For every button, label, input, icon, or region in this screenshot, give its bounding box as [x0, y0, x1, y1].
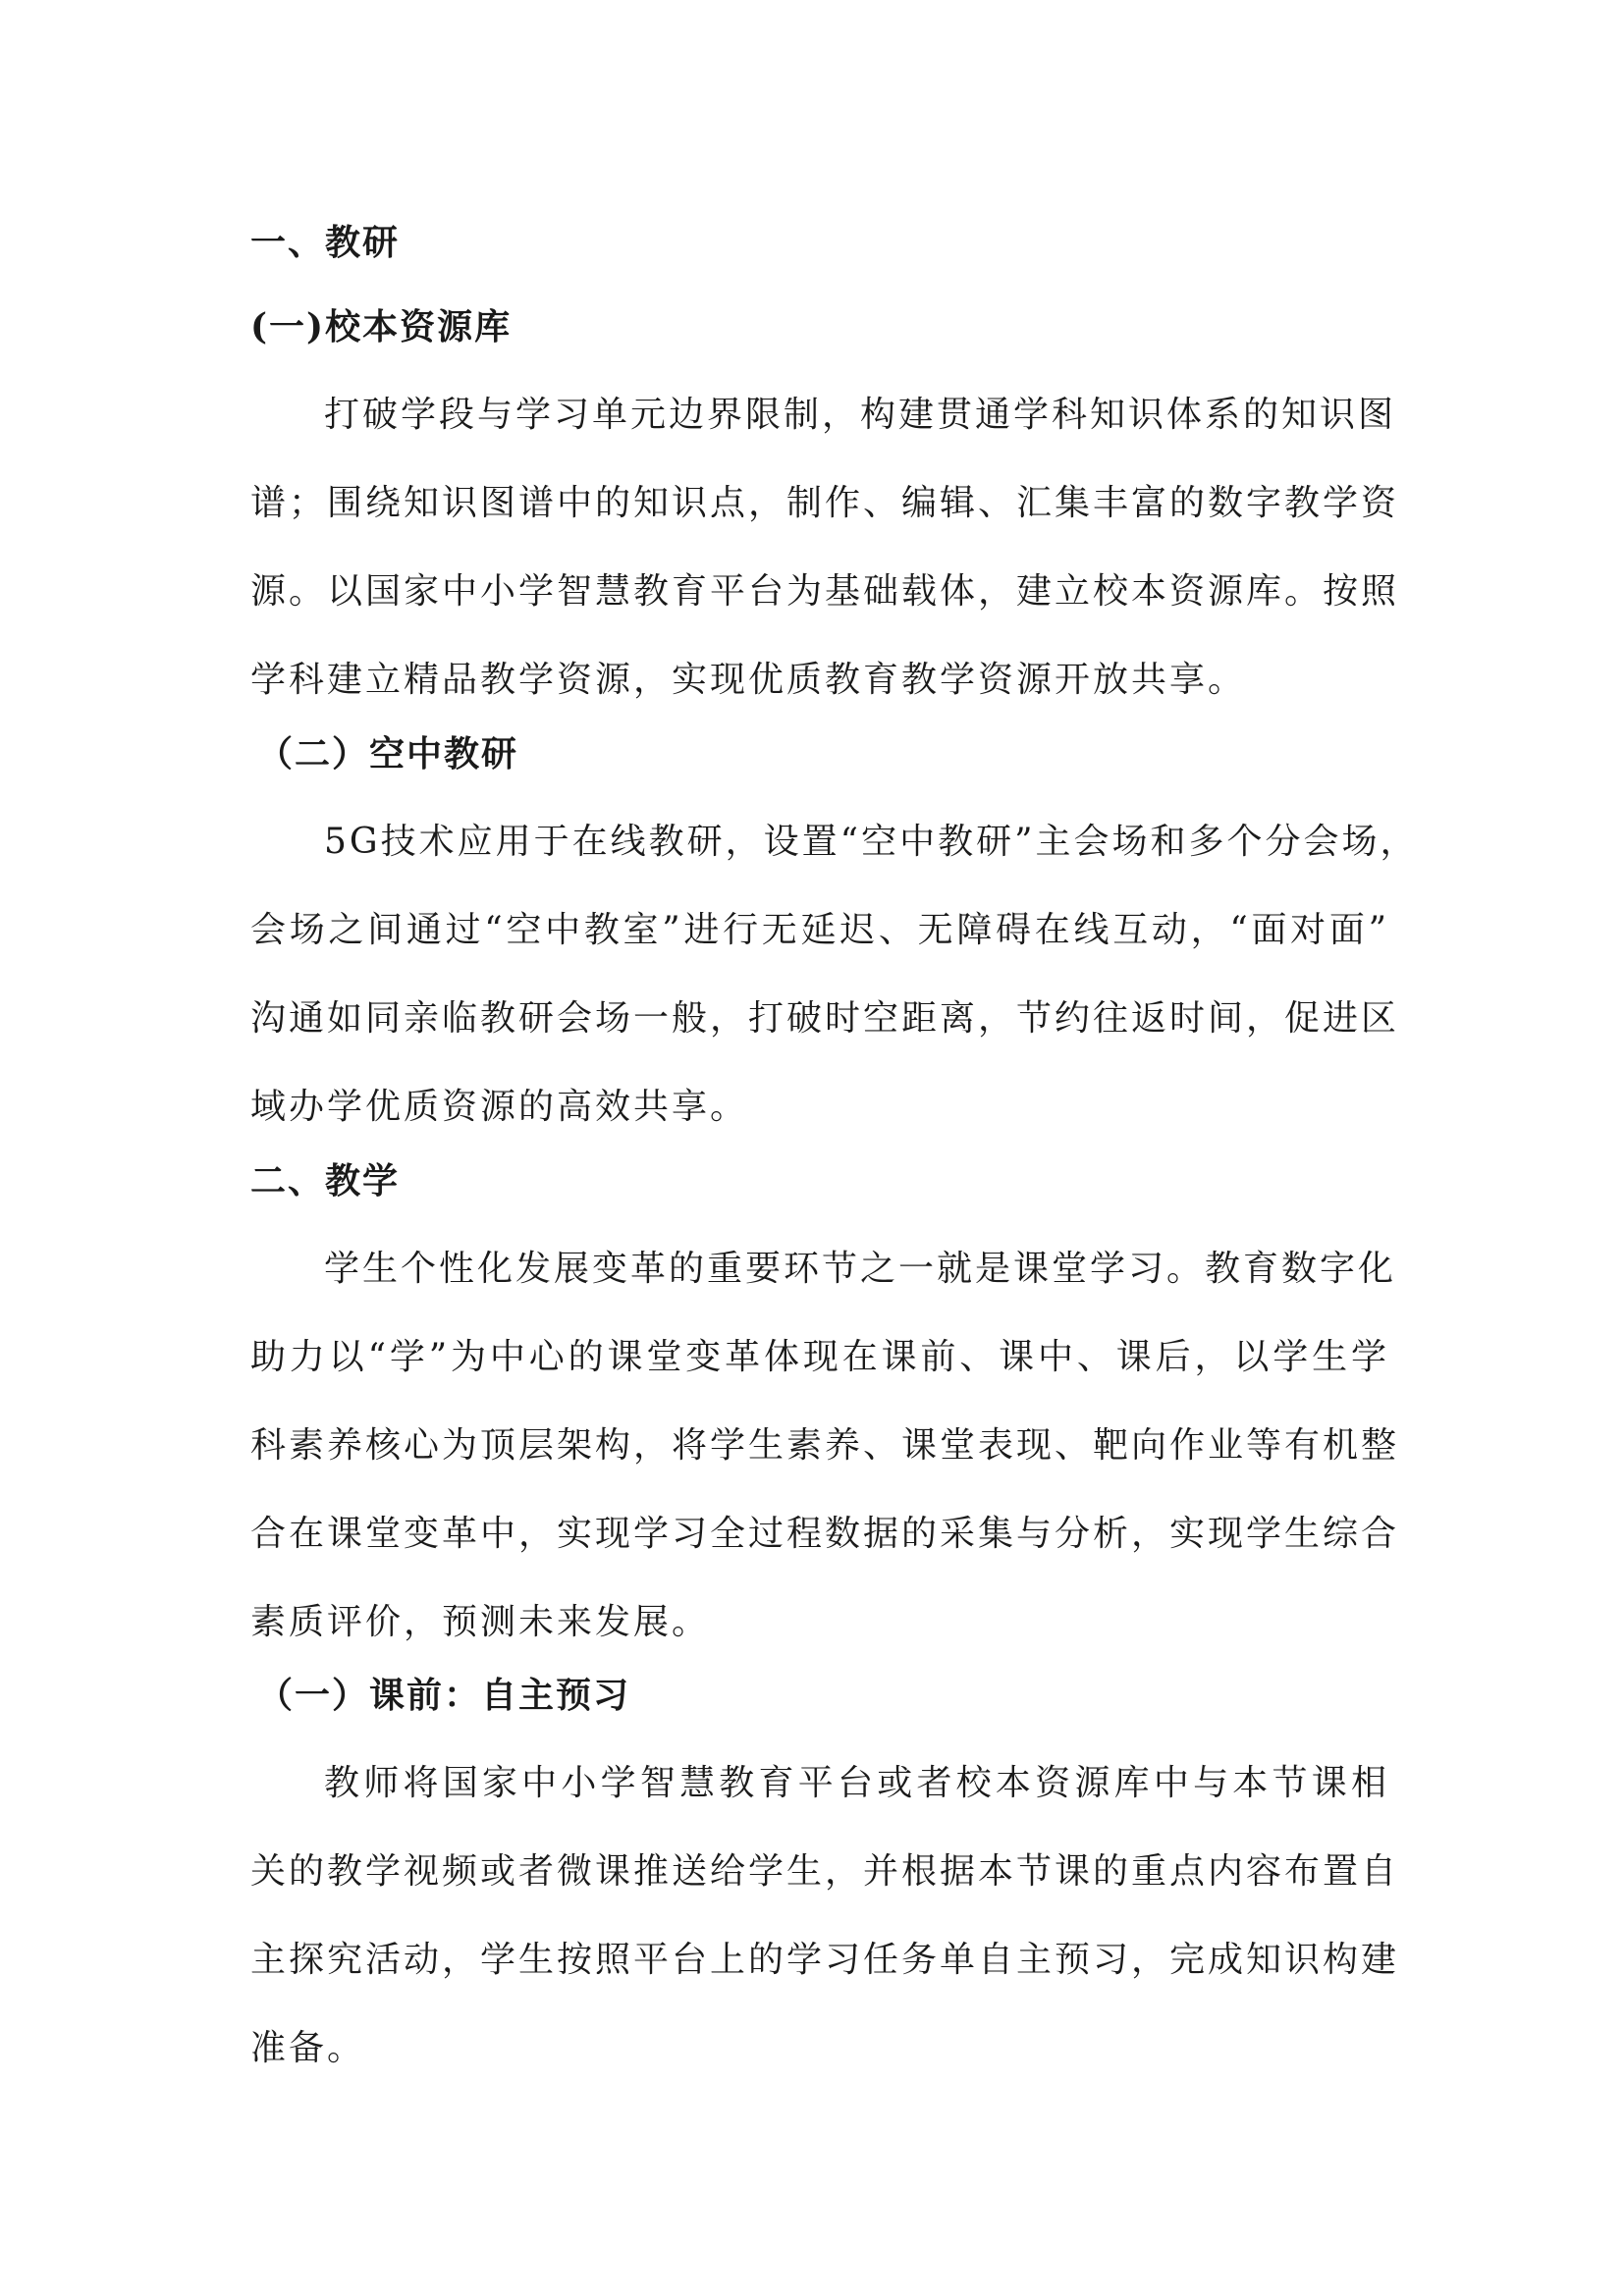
- paragraph-line: 助力以“学”为中心的课堂变革体现在课前、课中、课后，以学生学: [250, 1337, 1389, 1377]
- paragraph-line: 素质评价，预测未来发展。: [250, 1602, 711, 1642]
- paragraph-air-research: [250, 798, 1419, 1151]
- paragraph-line: 关的教学视频或者微课推送给学生，并根据本节课的重点内容布置自: [250, 1851, 1400, 1892]
- subheading-preclass-preview: （一）课前：自主预习: [257, 1675, 631, 1716]
- paragraph-line: 学生个性化发展变革的重要环节之一就是课堂学习。教育数字化: [324, 1249, 1397, 1289]
- paragraph-line: 准备。: [250, 2028, 366, 2068]
- paragraph-school-resource-library: [250, 371, 1400, 724]
- paragraph-line: 科素养核心为顶层架构，将学生素养、课堂表现、靶向作业等有机整: [250, 1425, 1400, 1466]
- paragraph-line: 沟通如同亲临教研会场一般，打破时空距离，节约往返时间，促进区: [250, 998, 1400, 1039]
- section-heading-research: 一、教研: [250, 222, 401, 263]
- paragraph-line: 谱；围绕知识图谱中的知识点，制作、编辑、汇集丰富的数字教学资: [250, 483, 1400, 523]
- paragraph-teaching-intro: [250, 1225, 1400, 1667]
- section-heading-teaching: 二、教学: [250, 1160, 401, 1201]
- paragraph-line: 源。以国家中小学智慧教育平台为基础载体，建立校本资源库。按照: [250, 571, 1400, 612]
- paragraph-line: 会场之间通过“空中教室”进行无延迟、无障碍在线互动，“面对面”: [250, 910, 1389, 950]
- paragraph-line: 学科建立精品教学资源，实现优质教育教学资源开放共享。: [250, 660, 1247, 700]
- paragraph-line: 打破学段与学习单元边界限制，构建贯通学科知识体系的知识图: [324, 395, 1397, 435]
- paragraph-line: 合在课堂变革中，实现学习全过程数据的采集与分析，实现学生综合: [250, 1514, 1400, 1554]
- subheading-school-resource-library: (一)校本资源库: [250, 306, 513, 347]
- paragraph-line: 域办学优质资源的高效共享。: [250, 1087, 749, 1127]
- paragraph-line: 教师将国家中小学智慧教育平台或者校本资源库中与本节课相: [324, 1763, 1389, 1803]
- paragraph-preclass-preview: [250, 1739, 1400, 2093]
- paragraph-line: 主探究活动，学生按照平台上的学习任务单自主预习，完成知识构建: [250, 1940, 1400, 1980]
- subheading-air-research: （二）空中教研: [257, 733, 519, 774]
- paragraph-line: 5G技术应用于在线教研，设置“空中教研”主会场和多个分会场，: [324, 822, 1419, 862]
